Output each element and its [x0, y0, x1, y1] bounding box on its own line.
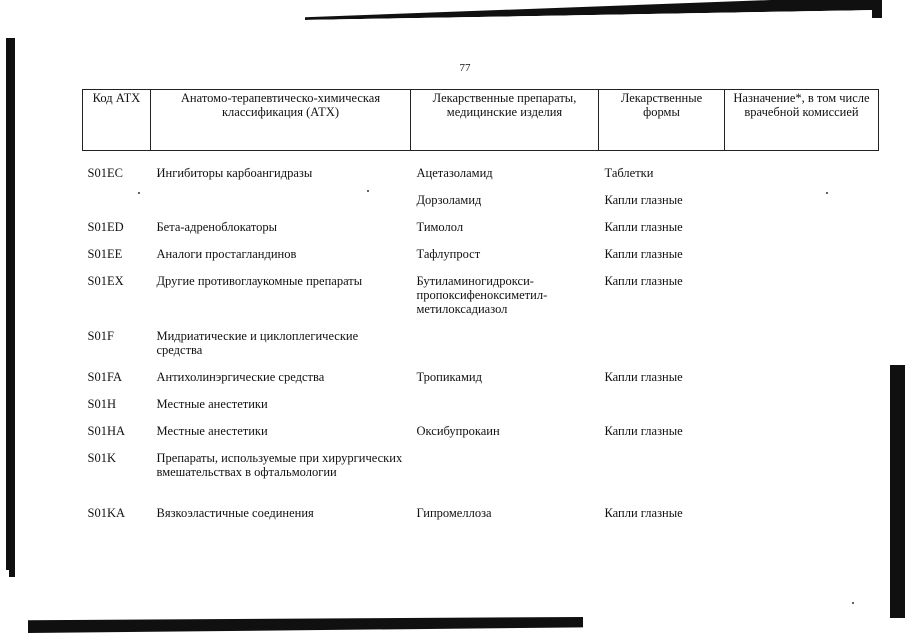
atx-table: [82, 89, 879, 533]
cell-drug: [411, 329, 599, 370]
cell-code: S01EE: [87, 247, 123, 261]
cell-code: S01KA: [87, 506, 126, 520]
cell-purpose: [725, 164, 879, 193]
header-forms: Лекарственные формы: [599, 90, 725, 151]
cell-form: [599, 329, 725, 370]
cell-form: Капли глазные: [604, 220, 683, 234]
scan-speck: [852, 602, 854, 604]
table-row: [83, 247, 879, 274]
header-drugs: Лекарственные препараты, медицинские изделия: [411, 90, 599, 151]
cell-classification: Местные анестетики: [156, 397, 268, 411]
header-purpose: Назначение*, в том числе врачебной комиссией: [725, 90, 879, 151]
cell-form: Капли глазные: [604, 274, 683, 288]
cell-drug: Ацетазоламид: [416, 166, 493, 180]
cell-drug: Тафлупрост: [416, 247, 481, 261]
scan-edge-left-tail: [9, 535, 15, 577]
cell-drug: Дорзоламид: [416, 193, 482, 207]
cell-purpose: [725, 193, 879, 220]
cell-purpose: [725, 506, 879, 533]
cell-purpose: [725, 274, 879, 329]
cell-code: S01F: [87, 329, 114, 343]
scan-edge-right-gap: [868, 618, 905, 640]
cell-purpose: [725, 220, 879, 247]
cell-form: Таблетки: [604, 166, 654, 180]
table-row: [83, 274, 879, 329]
cell-code: S01EC: [87, 166, 123, 180]
table-row: [83, 370, 879, 397]
cell-code: S01ED: [87, 220, 124, 234]
cell-drug: Гипромеллоза: [416, 506, 492, 520]
scan-edge-left: [6, 38, 15, 570]
cell-drug: Тропикамид: [416, 370, 482, 384]
cell-classification: Препараты, используемые при хирургических вмешательствах в офтальмологии: [156, 451, 403, 479]
table-row: [83, 424, 879, 451]
cell-form: Капли глазные: [604, 247, 683, 261]
cell-classification: Антихолинэргические средства: [156, 370, 325, 384]
cell-drug: [411, 397, 599, 424]
cell-purpose: [725, 397, 879, 424]
cell-code: [83, 193, 151, 220]
table-row: [83, 329, 879, 370]
cell-code: S01K: [87, 451, 116, 465]
cell-classification: Аналоги простагландинов: [156, 247, 297, 261]
cell-classification: Вязкоэластичные соединения: [156, 506, 314, 520]
table-header-row: [83, 90, 879, 151]
cell-classification: Другие противоглаукомные препараты: [156, 274, 363, 288]
cell-code: S01FA: [87, 370, 123, 384]
table-row: [83, 193, 879, 220]
cell-drug: [411, 451, 599, 506]
cell-classification: Бета-адреноблокаторы: [156, 220, 278, 234]
cell-code: S01EX: [87, 274, 124, 288]
cell-form: Капли глазные: [604, 370, 683, 384]
cell-classification: Местные анестетики: [156, 424, 268, 438]
cell-purpose: [725, 370, 879, 397]
cell-form: [599, 397, 725, 424]
cell-code: S01HA: [87, 424, 126, 438]
header-classification: Анатомо-терапевтическо-химическая классификация (АТХ): [151, 90, 411, 151]
cell-drug: Бутиламиногидрокси-пропоксифеноксиметил-метилоксадиазол: [416, 274, 548, 316]
header-code: Код АТХ: [83, 90, 151, 151]
cell-purpose: [725, 247, 879, 274]
scan-edge-top-right: [872, 0, 882, 18]
cell-form: Капли глазные: [604, 506, 683, 520]
cell-code: S01H: [87, 397, 116, 411]
cell-purpose: [725, 329, 879, 370]
cell-classification: Ингибиторы карбоангидразы: [156, 166, 313, 180]
cell-form: Капли глазные: [604, 424, 683, 438]
table-row: [83, 506, 879, 533]
table-row: [83, 164, 879, 193]
table-row: [83, 451, 879, 506]
scan-edge-bottom: [28, 617, 583, 633]
table-row: [83, 220, 879, 247]
cell-drug: Тимолол: [416, 220, 464, 234]
cell-drug: Оксибупрокаин: [416, 424, 500, 438]
scan-edge-right: [890, 365, 905, 640]
cell-purpose: [725, 451, 879, 506]
page-number: 77: [459, 62, 471, 74]
cell-purpose: [725, 424, 879, 451]
cell-form: [599, 451, 725, 506]
cell-classification: [151, 193, 411, 220]
scan-edge-top: [305, 0, 880, 20]
table-row: [83, 397, 879, 424]
cell-classification: Мидриатические и циклоплегические средства: [156, 329, 359, 357]
cell-form: Капли глазные: [604, 193, 683, 207]
